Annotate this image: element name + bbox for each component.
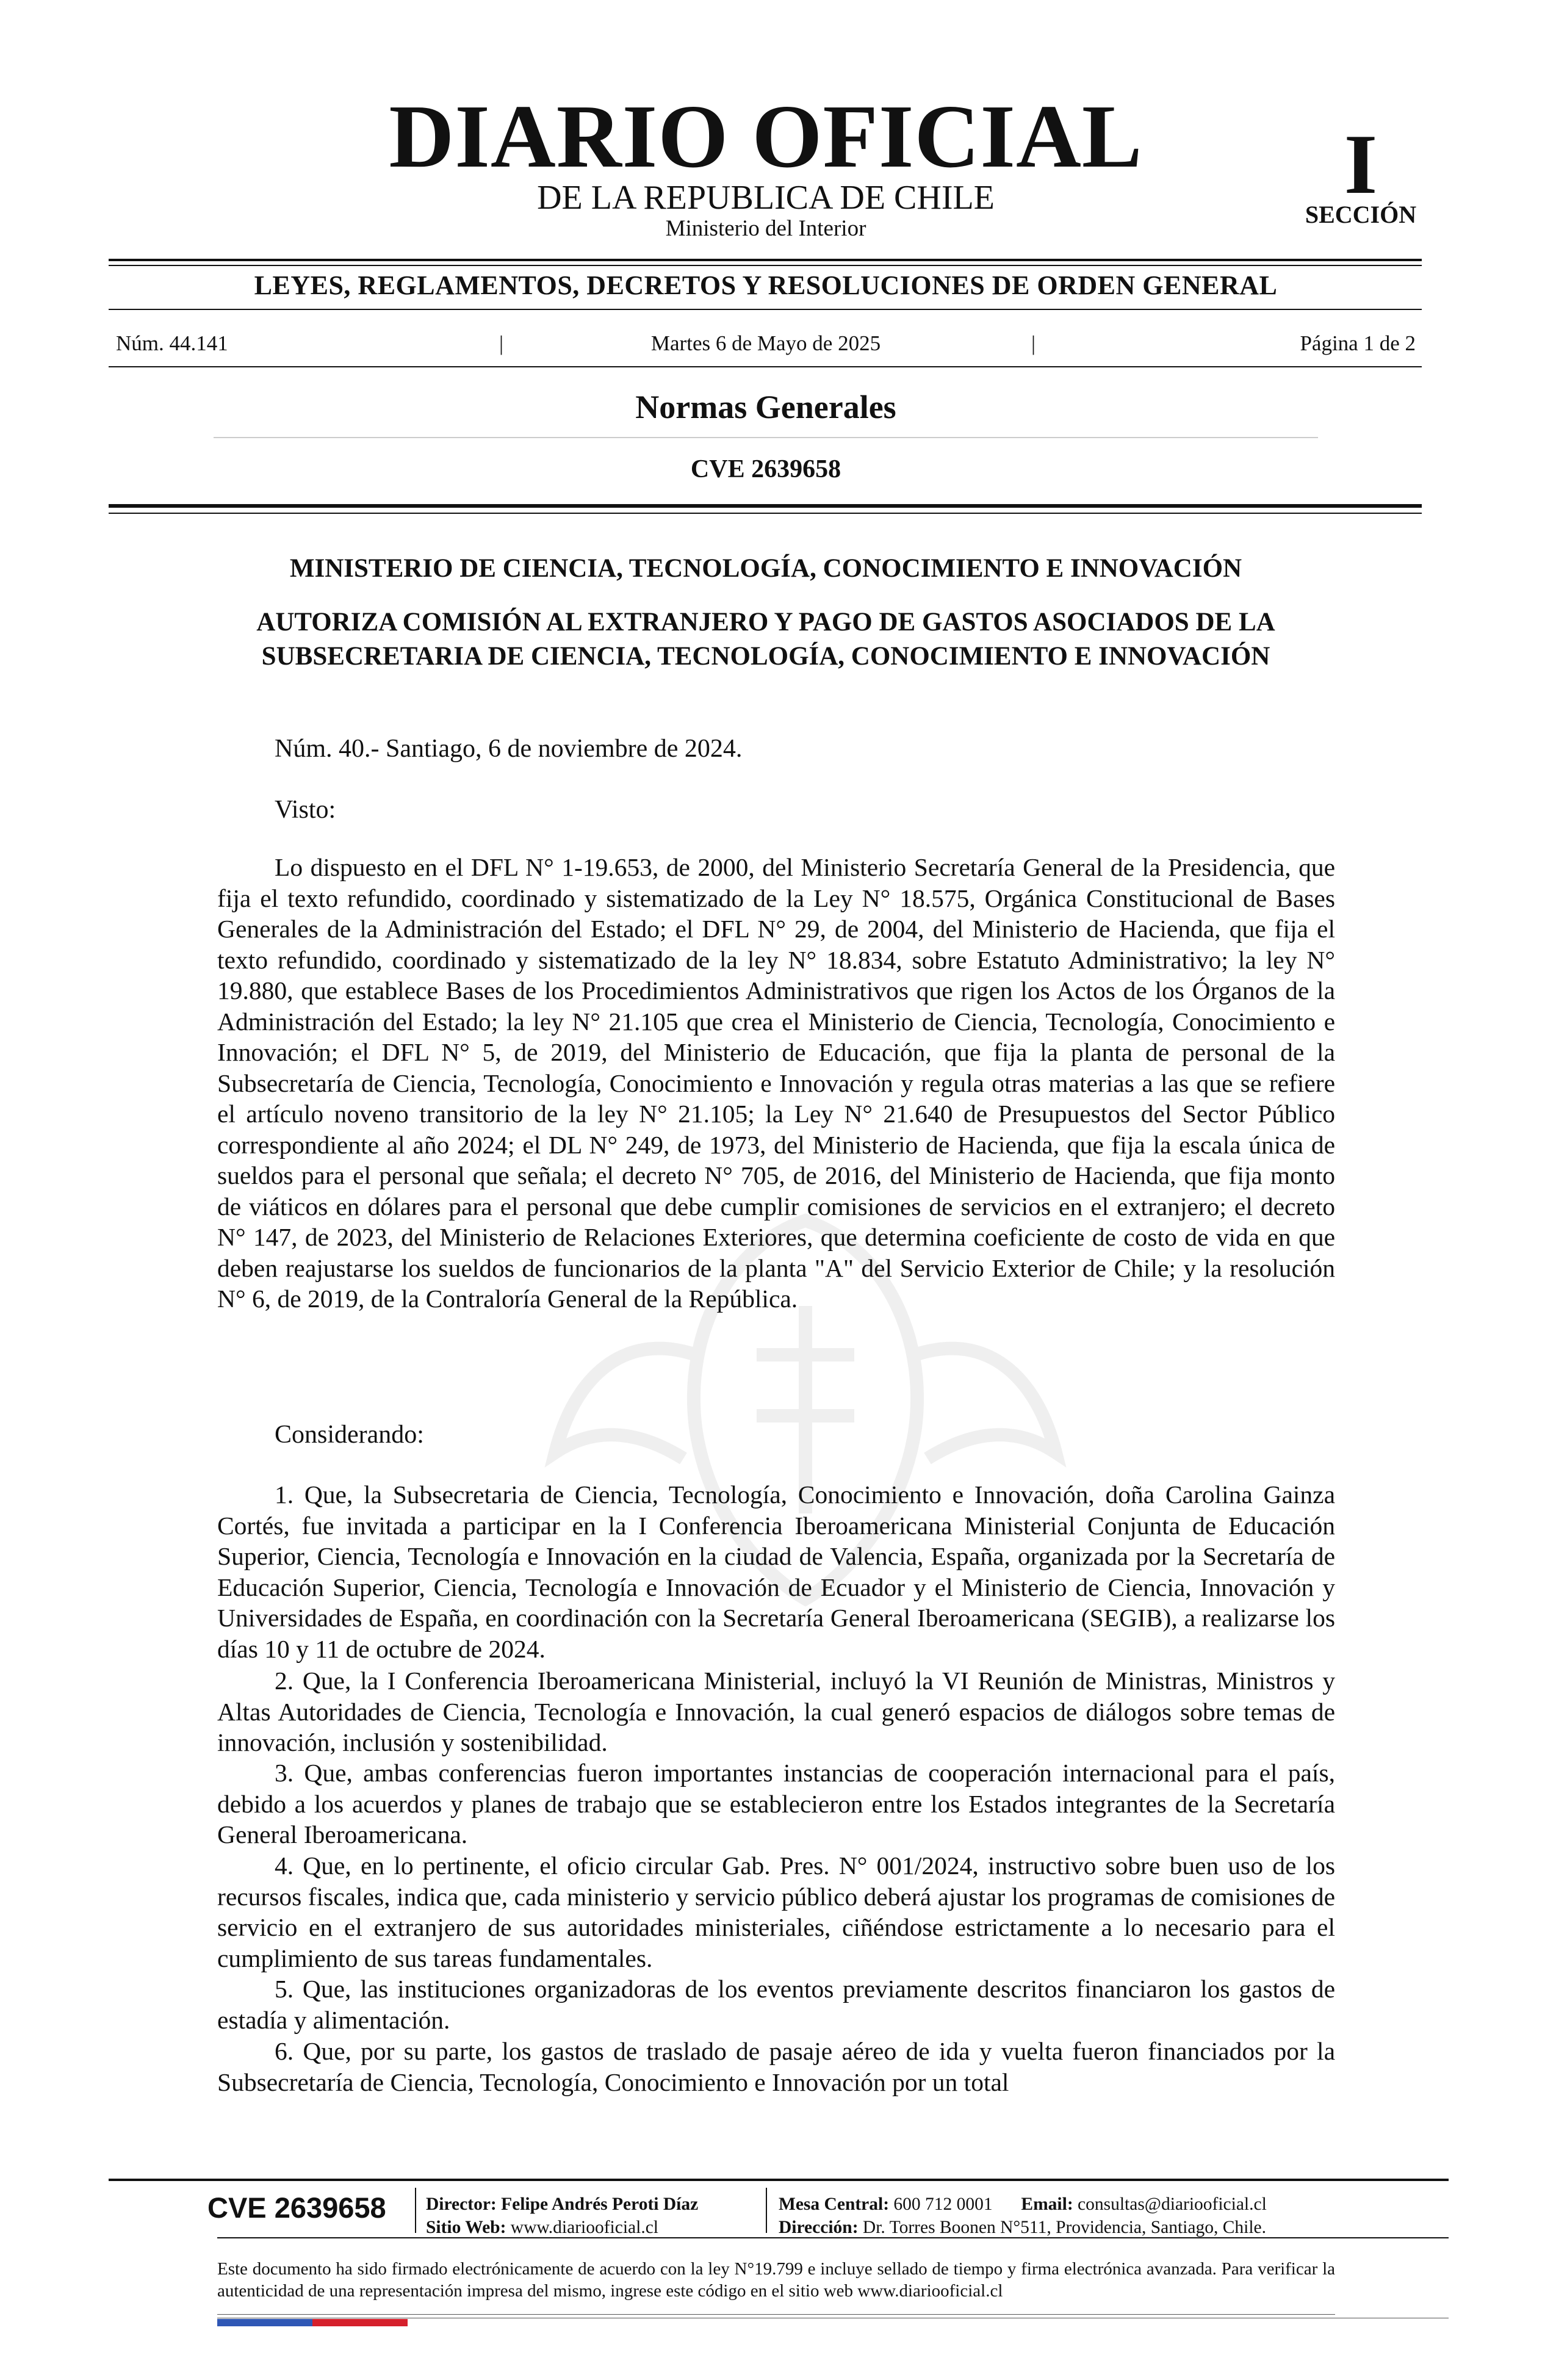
section-label: SECCIÓN [1305, 201, 1417, 228]
website-link[interactable]: www.diariooficial.cl [510, 2218, 658, 2237]
address-value: Dr. Torres Boonen N°511, Providencia, Santiago, Chile. [862, 2218, 1267, 2237]
issue-date: Martes 6 de Mayo de 2025 [650, 331, 881, 355]
footer-contact [779, 2196, 1267, 2214]
footer-divider [766, 2188, 767, 2233]
footer-address [779, 2219, 1266, 2237]
email-label: Email: [1021, 2194, 1073, 2214]
website-label: Sitio Web: [426, 2218, 506, 2237]
flag-stripe-blue [217, 2319, 312, 2326]
info-separator: | [1031, 331, 1036, 355]
address-label: Dirección: [779, 2218, 859, 2237]
masthead-title: DIARIO OFICIAL [389, 87, 1143, 187]
visto-label: Visto: [275, 796, 336, 824]
considerando-4: 4. Que, en lo pertinente, el oficio circular Gab. Pres. N° 001/2024, instructivo sobre buen uso de los recursos fiscales, indica que, cada ministerio y servicio público deberá ajustar los programas de comisiones de servicio en el extranjero de sus autoridades ministeriales, ciñéndose estrictamente a lo necesario para el cumplimiento de sus tareas fundamentales. [217, 1852, 1335, 1972]
decree-title: AUTORIZA COMISIÓN AL EXTRANJERO Y PAGO DE GASTOS ASOCIADOS DE LA SUBSECRETARIA DE CIENCIA, TECNOLOGÍA, CONOCIMIENTO E INNOVACIÓN [256, 608, 1275, 671]
footer-website [426, 2219, 658, 2237]
visto-paragraph: Lo dispuesto en el DFL N° 1-19.653, de 2000, del Ministerio Secretaría General de la Presidencia, que fija el texto refundido, coordinado y sistematizado de la Ley N° 18.575, Orgánica Constitucional de Bases Generales de la Administración del Estado; el DFL N° 29, de 2004, del Ministerio de Hacienda, que fija el texto refundido, coordinado y sistematizado de la ley N° 18.834, sobre Estatuto Administrativo; la ley N° 19.880, que establece Bases de los Procedimientos Administrativos que rigen los Actos de los Órganos de la Administración del Estado; la ley N° 21.105 que crea el Ministerio de Ciencia, Tecnología, Conocimiento e Innovación; el DFL N° 5, de 2019, del Ministerio de Educación, que fija la planta de personal de la Subsecretaría de Ciencia, Tecnología, Conocimiento e Innovación y regula otras materias a las que se refiere el artículo noveno transitorio de la ley N° 21.105; la Ley N° 21.640 de Presupuestos del Sector Público correspondiente al año 2024; el DL N° 249, de 1973, del Ministerio de Hacienda, que fija la escala única de sueldos para el personal que señala; el decreto N° 705, de 2016, del Ministerio de Hacienda, que fija monto de viáticos en dólares para el personal que debe cumplir comisiones de servicios en el extranjero; el decreto N° 147, de 2023, del Ministerio de Relaciones Exteriores, que determina coeficiente de costo de vida en que deben reajustarse los sueldos de funcionarios de la planta "A" del Servicio Exterior de Chile; y la resolución N° 6, de 2019, de la Contraloría General de la República. [217, 853, 1335, 1313]
footer-cve: CVE 2639658 [207, 2191, 386, 2224]
issue-number: Núm. 44.141 [116, 331, 228, 355]
header-rule-thin [109, 513, 1422, 514]
category-rule [109, 309, 1422, 310]
footer-rule-bottom [217, 2314, 1335, 2315]
considerando-label: Considerando: [275, 1421, 424, 1449]
considerando-1: 1. Que, la Subsecretaria de Ciencia, Tecnología, Conocimiento e Innovación, doña Carolina Gainza Cortés, fue invitada a participar en la I Conferencia Iberoamericana Ministerial Conjunta de Educación Superior, Ciencia, Tecnología e Innovación en la ciudad de Valencia, España, organizada por la Secretaría de Educación Superior, Ciencia, Tecnología e Innovación de Ecuador y el Ministerio de Ciencia, Innovación y Universidades de España, en coordinación con la Secretaría General Iberoamericana (SEGIB), a realizarse los días 10 y 11 de octubre de 2024. [217, 1480, 1335, 1663]
director-label: Director: [426, 2194, 497, 2214]
masthead-ministry: Ministerio del Interior [665, 216, 866, 241]
section-number: I [1344, 117, 1378, 212]
masthead-rule-thin [109, 265, 1422, 266]
considerando-2: 2. Que, la I Conferencia Iberoamericana Ministerial, incluyó la VI Reunión de Ministras, Ministros y Altas Autoridades de Ciencia, Tecnología e Innovación, la cual generó espacios de diálogos sobre temas de innovación, inclusión y sostenibilidad. [217, 1667, 1335, 1756]
director-name: Felipe Andrés Peroti Díaz [501, 2194, 699, 2214]
footer-director [426, 2196, 698, 2214]
cve-heading: CVE 2639658 [690, 455, 841, 483]
mesa-label: Mesa Central: [779, 2194, 890, 2214]
footer-rule-top [109, 2179, 1449, 2181]
info-separator: | [499, 331, 504, 355]
flag-stripe-red [312, 2319, 408, 2326]
header-rule-thick [109, 504, 1422, 508]
info-rule [109, 366, 1422, 367]
masthead-subtitle: DE LA REPUBLICA DE CHILE [537, 179, 995, 217]
footer-disclaimer: Este documento ha sido firmado electrónicamente de acuerdo con la ley N°19.799 e incluye sellado de tiempo y firma electrónica avanzada. Para verificar la autenticidad de una representación impresa del mismo, ingrese este código en el sitio web www.diariooficial.cl [217, 2259, 1335, 2301]
section-title-rule [214, 437, 1318, 438]
decree-number: Núm. 40.- Santiago, 6 de noviembre de 2024. [275, 735, 743, 763]
footer-divider [415, 2188, 416, 2233]
section-title: Normas Generales [635, 389, 896, 425]
considerando-3: 3. Que, ambas conferencias fueron importantes instancias de cooperación internacional para el país, debido a los acuerdos y planes de trabajo que se establecieron entre los Estados integrantes de la Secretaría General Iberoamericana. [217, 1759, 1335, 1848]
email-link[interactable]: consultas@diariooficial.cl [1078, 2194, 1267, 2214]
page-indicator: Página 1 de 2 [1300, 331, 1416, 355]
considerando-5: 5. Que, las instituciones organizadoras de los eventos previamente descritos financiaron los gastos de estadía y alimentación. [217, 1975, 1335, 2034]
mesa-value: 600 712 0001 [893, 2194, 993, 2214]
ministry-title: MINISTERIO DE CIENCIA, TECNOLOGÍA, CONOCIMIENTO E INNOVACIÓN [289, 554, 1242, 583]
category-heading: LEYES, REGLAMENTOS, DECRETOS Y RESOLUCIONES DE ORDEN GENERAL [254, 270, 1278, 300]
considerando-6: 6. Que, por su parte, los gastos de traslado de pasaje aéreo de ida y vuelta fueron financiados por la Subsecretaría de Ciencia, Tecnología, Conocimiento e Innovación por un total [217, 2037, 1335, 2096]
masthead-rule-thick [109, 259, 1422, 261]
footer-rule-mid [217, 2237, 1449, 2238]
